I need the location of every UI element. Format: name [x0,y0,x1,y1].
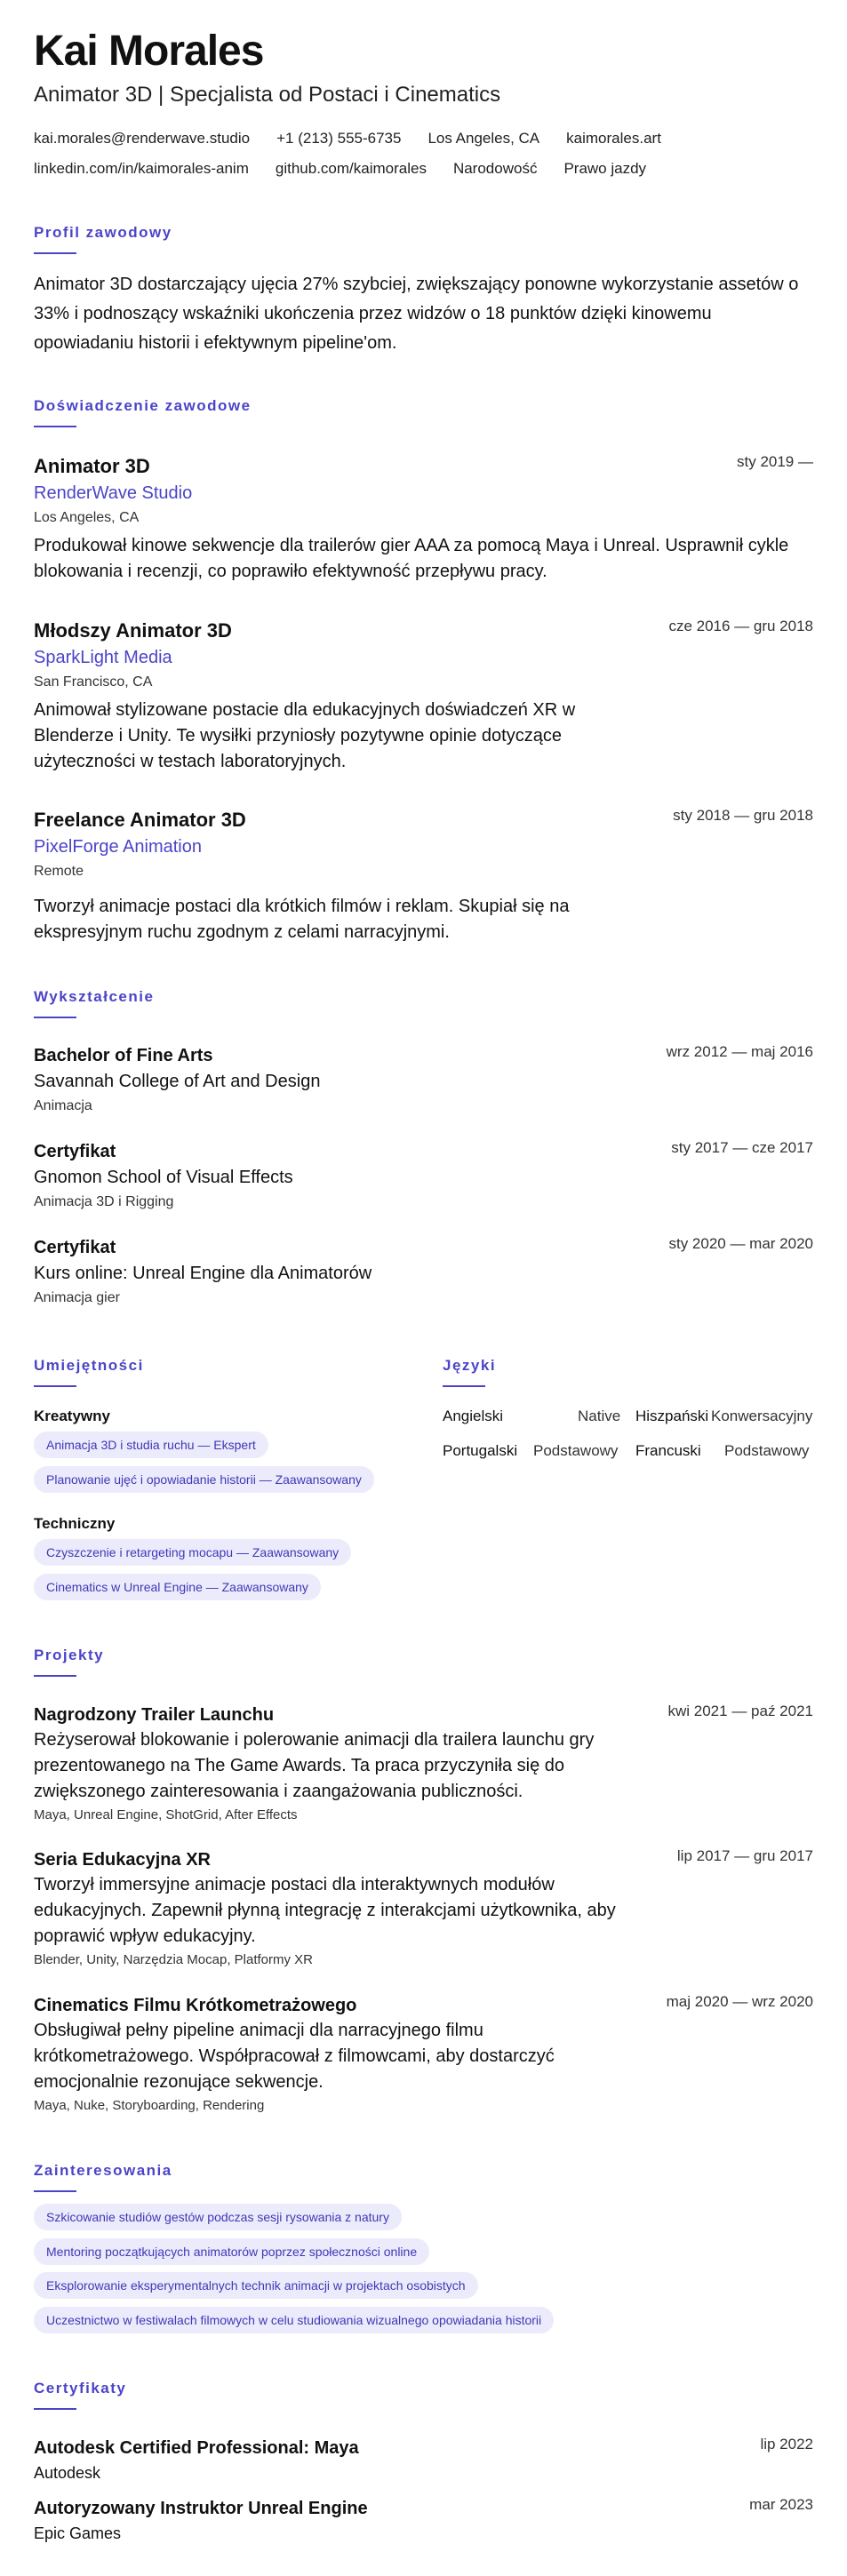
certificate-title: Autodesk Certified Professional: Maya [34,2438,359,2458]
experience-description: Tworzył animacje postaci dla krótkich filmów i reklam. Skupiał się na ekspresyjnym ruchu zgodnym z celami narracyjnymi. [34,897,570,942]
education-date: wrz 2012 — maj 2016 [666,1043,813,1060]
experience-entry [34,618,813,775]
education-school: Kurs online: Unreal Engine dla Animatorów [34,1264,372,1283]
contact-location: Los Angeles, CA [427,130,540,147]
experience-description: Produkował kinowe sekwencje dla trailerów gier AAA za pomocą Maya i Unreal. Usprawnił cykle blokowania i recenzji, co poprawiło efektywność przepływu pracy. [34,536,789,581]
skill-chip: Cinematics w Unreal Engine — Zaawansowany [34,1574,321,1600]
experience-company: PixelForge Animation [34,837,202,857]
contact-row-1 [34,130,688,148]
education-entry [34,1139,813,1214]
candidate-name: Kai Morales [34,28,264,75]
project-date: lip 2017 — gru 2017 [676,1847,813,1864]
skill-chip: Czyszczenie i retargeting mocapu — Zaawansowany [34,1539,351,1566]
contact-driving-license: Prawo jazdy [563,160,647,177]
section-heading-languages: Języki [443,1357,497,1374]
certificate-date: mar 2023 [749,2496,813,2513]
contact-row-2 [34,160,673,178]
skills-group-creative: Kreatywny [34,1408,110,1424]
language-level: Podstawowy [533,1442,619,1459]
interest-chip: Szkicowanie studiów gestów podczas sesji rysowania z natury [34,2204,402,2230]
language-level: Podstawowy [724,1442,810,1459]
experience-company: RenderWave Studio [34,483,193,503]
education-degree: Bachelor of Fine Arts [34,1046,213,1065]
education-degree: Certyfikat [34,1142,116,1161]
interest-chip: Uczestnictwo w festiwalach filmowych w celu studiowania wizualnego opowiadania historii [34,2307,554,2333]
experience-title: Freelance Animator 3D [34,809,246,831]
language-level: Native [578,1408,621,1424]
contact-github[interactable]: github.com/kaimorales [275,160,427,177]
project-tech: Blender, Unity, Narzędzia Mocap, Platformy XR [34,1952,314,1967]
project-entry [34,1703,813,1826]
contact-phone[interactable]: +1 (213) 555-6735 [276,130,402,147]
project-description: Reżyserował blokowanie i polerowanie animacji dla trailera launchu gry prezentowanego na The Game Awards. Ta praca przyczyniła się do zwiększonego zainteresowania i zaangażowania publiczności. [34,1730,595,1801]
project-tech: Maya, Unreal Engine, ShotGrid, After Effects [34,1807,298,1822]
experience-entry [34,807,813,945]
experience-title: Młodszy Animator 3D [34,619,232,642]
experience-title: Animator 3D [34,455,150,477]
certificate-entry [34,2496,813,2546]
experience-entry [34,453,813,585]
project-entry [34,1993,813,2117]
experience-date: sty 2018 — gru 2018 [673,807,813,824]
education-school: Gnomon School of Visual Effects [34,1168,293,1187]
section-heading-experience: Doświadczenie zawodowe [34,397,252,414]
project-tech: Maya, Nuke, Storyboarding, Rendering [34,2098,265,2113]
language-level: Konwersacyjny [711,1408,813,1424]
project-title: Seria Edukacyjna XR [34,1850,211,1870]
language-name: Portugalski [443,1442,518,1459]
language-name: Francuski [635,1442,701,1459]
section-heading-projects: Projekty [34,1647,105,1663]
education-field: Animacja 3D i Rigging [34,1194,174,1209]
contact-nationality: Narodowość [452,160,538,177]
certificate-issuer: Autodesk [34,2464,101,2482]
contact-linkedin[interactable]: linkedin.com/in/kaimorales-anim [34,160,249,177]
section-heading-education: Wykształcenie [34,988,155,1005]
skills-group-technical: Techniczny [34,1515,116,1532]
experience-date: sty 2019 — [737,453,813,470]
experience-location: Los Angeles, CA [34,510,140,525]
contact-website[interactable]: kaimorales.art [566,130,661,147]
candidate-tagline: Animator 3D | Specjalista od Postaci i Cinematics [34,83,501,107]
education-entry [34,1043,813,1118]
section-heading-interests: Zainteresowania [34,2162,172,2179]
project-date: kwi 2021 — paź 2021 [667,1703,813,1719]
certificate-date: lip 2022 [760,2436,813,2452]
education-date: sty 2020 — mar 2020 [668,1235,813,1252]
education-entry [34,1235,813,1310]
project-date: maj 2020 — wrz 2020 [666,1993,813,2010]
experience-location: San Francisco, CA [34,674,153,690]
interest-chip: Mentoring początkujących animatorów poprzez społeczności online [34,2238,429,2265]
experience-description: Animował stylizowane postacie dla edukacyjnych doświadczeń XR w Blenderze i Unity. Te wysiłki przyniosły pozytywne opinie dotyczące użyteczności w testach laboratoryjnych. [34,700,576,771]
experience-company: SparkLight Media [34,648,172,667]
education-school: Savannah College of Art and Design [34,1072,321,1091]
project-description: Obsługiwał pełny pipeline animacji dla narracyjnego filmu krótkometrażowego. Współpracował z filmowcami, aby dostarczyć emocjonalnie rezonujące sekwencje. [34,2021,555,2092]
section-heading-profile: Profil zawodowy [34,224,172,241]
experience-location: Remote [34,864,84,879]
education-field: Animacja gier [34,1290,120,1305]
profile-summary: Animator 3D dostarczający ujęcia 27% szybciej, zwiększający ponowne wykorzystanie assetów o 33% i podnoszący wskaźniki ukończenia przez widzów o 18 punktów dzięki kinowemu opowiadaniu historii i efektywnym pipeline'om. [34,275,799,353]
certificate-title: Autoryzowany Instruktor Unreal Engine [34,2499,368,2518]
contact-email[interactable]: kai.morales@renderwave.studio [34,130,251,147]
certificate-issuer: Epic Games [34,2524,122,2542]
language-name: Angielski [443,1408,504,1424]
education-degree: Certyfikat [34,1238,116,1257]
project-entry [34,1847,813,1971]
section-heading-certificates: Certyfikaty [34,2380,127,2397]
skill-chip: Planowanie ujęć i opowiadanie historii — Zaawansowany [34,1466,374,1493]
experience-date: cze 2016 — gru 2018 [668,618,813,634]
skill-chip: Animacja 3D i studia ruchu — Ekspert [34,1432,268,1458]
project-title: Cinematics Filmu Krótkometrażowego [34,1996,357,2015]
section-heading-skills: Umiejętności [34,1357,144,1374]
education-field: Animacja [34,1098,92,1113]
certificate-entry [34,2436,813,2485]
interest-chip: Eksplorowanie eksperymentalnych technik animacji w projektach osobistych [34,2272,478,2299]
project-description: Tworzył immersyjne animacje postaci dla interaktywnych modułów edukacyjnych. Zapewnił płynną integrację z interakcjami użytkownika, aby poprawić wpływ edukacyjny. [34,1875,616,1946]
education-date: sty 2017 — cze 2017 [671,1139,813,1156]
project-title: Nagrodzony Trailer Launchu [34,1705,275,1725]
language-name: Hiszpański [635,1408,709,1424]
